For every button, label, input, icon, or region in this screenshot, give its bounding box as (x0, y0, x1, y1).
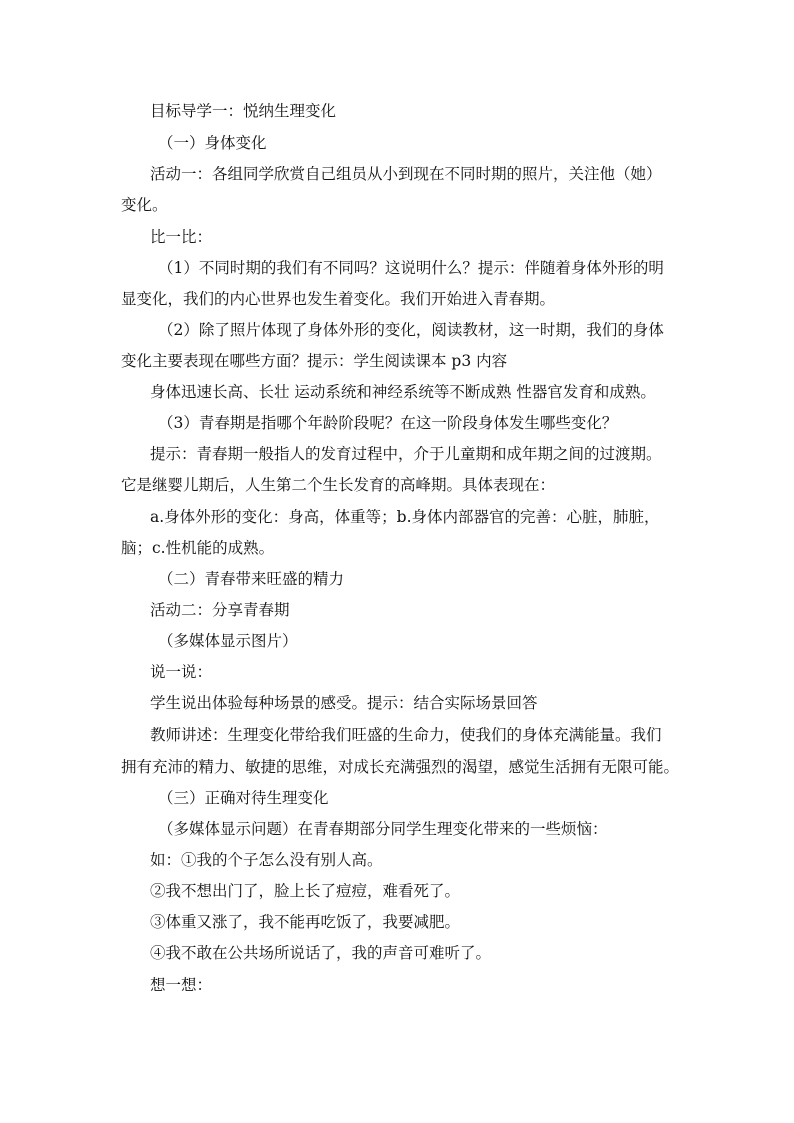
list-item: 如：①我的个子怎么没有别人高。 (150, 851, 383, 869)
subsection-heading: （一）身体变化 (158, 134, 267, 152)
subsection-heading: （三）正确对待生理变化 (158, 789, 329, 807)
paragraph-line: 它是继婴儿期后，人生第二个生长发育的高峰期。具体表现在： (121, 476, 556, 494)
paragraph-line: 比一比： (150, 228, 213, 246)
section-heading: 目标导学一：悦纳生理变化 (150, 102, 337, 120)
paragraph-line: 活动二：分享青春期 (150, 601, 290, 619)
paragraph-line: （多媒体显示问题）在青春期部分同学生理变化带来的一些烦恼： (158, 820, 608, 838)
paragraph-line: 拥有充沛的精力、敏捷的思维，对成长充满强烈的渴望，感觉生活拥有无限可能。 (121, 758, 680, 776)
list-item: ④我不敢在公共场所说话了，我的声音可难听了。 (150, 944, 492, 962)
list-item: ②我不想出门了，脸上长了痘痘，难看死了。 (150, 882, 461, 900)
paragraph-line: 说一说： (150, 663, 213, 681)
paragraph-line: （2）除了照片体现了身体外形的变化，阅读教材，这一时期，我们的身体 (158, 321, 664, 339)
paragraph-line: 变化。 (121, 196, 168, 214)
paragraph-line: a.身体外形的变化：身高，体重等；b.身体内部器官的完善：心脏，肺脏， (150, 508, 660, 526)
paragraph-line: 提示：青春期一般指人的发育过程中，介于儿童期和成年期之间的过渡期。 (150, 445, 662, 463)
paragraph-line: （1）不同时期的我们有不同吗？这说明什么？提示：伴随着身体外形的明 (158, 259, 664, 277)
paragraph-line: 活动一：各组同学欣赏自己组员从小到现在不同时期的照片，关注他（她） (150, 165, 662, 183)
paragraph-line: （3）青春期是指哪个年龄阶段呢？在这一阶段身体发生哪些变化？ (158, 414, 618, 432)
list-item: ③体重又涨了，我不能再吃饭了，我要减肥。 (150, 913, 461, 931)
paragraph-line: 显变化，我们的内心世界也发生着变化。我们开始进入青春期。 (121, 290, 556, 308)
subsection-heading: （二）青春带来旺盛的精力 (158, 570, 345, 588)
paragraph-line: 学生说出体验每种场景的感受。提示：结合实际场景回答 (150, 694, 538, 712)
paragraph-line: 身体迅速长高、长壮 运动系统和神经系统等不断成熟 性器官发育和成熟。 (150, 383, 656, 401)
paragraph-line: 想一想： (150, 976, 213, 994)
paragraph-line: 脑；c.性机能的成熟。 (121, 539, 275, 557)
paragraph-line: 变化主要表现在哪些方面？提示：学生阅读课本 p3 内容 (121, 352, 508, 370)
paragraph-line: （多媒体显示图片） (158, 632, 298, 650)
paragraph-line: 教师讲述：生理变化带给我们旺盛的生命力，使我们的身体充满能量。我们 (150, 726, 662, 744)
